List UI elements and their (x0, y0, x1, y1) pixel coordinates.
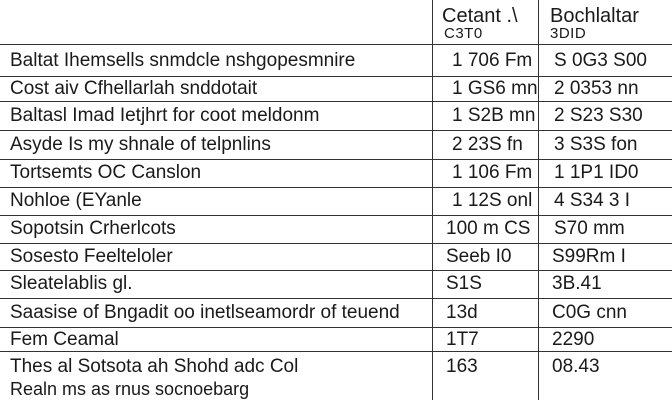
row-value-1: 2 23S fn (452, 134, 523, 155)
column-divider-1 (432, 0, 433, 400)
row-divider (0, 215, 672, 216)
column-header-3-title: Bochlaltar (550, 5, 639, 27)
row-value-2: 1 1P1 ID0 (554, 162, 639, 183)
row-value-2: S 0G3 S00 (554, 50, 647, 71)
row-label: Nohloe (EYanle (10, 190, 142, 211)
row-value-1: 1 106 Fm (452, 162, 533, 183)
row-label: Sosesto Feelteloler (10, 246, 173, 267)
row-label: Tortsemts OC Canslon (10, 162, 202, 183)
column-header-3-subtitle: 3DID (550, 25, 587, 42)
column-header-2-title: Cetant .\ (442, 5, 518, 27)
row-label-line-2: Realn ms as rnus socnoebarg (10, 379, 250, 399)
row-label: Cost aiv Cfhellarlah snddotait (10, 78, 258, 99)
row-divider (0, 130, 672, 131)
row-divider (0, 270, 672, 271)
row-label: Saasise of Bngadit oo inetlseamordr of teuend (10, 302, 400, 323)
row-divider (0, 159, 672, 160)
column-header-2-subtitle: C3T0 (444, 25, 483, 42)
row-divider (0, 187, 672, 188)
row-value-1: 1 GS6 mn (452, 78, 538, 99)
row-value-2: S70 mm (554, 218, 625, 239)
row-divider (0, 298, 672, 299)
row-label: Fem Ceamal (10, 329, 119, 350)
row-value-2: 2290 (552, 329, 595, 350)
row-value-1: 1 706 Fm (452, 50, 533, 71)
row-value-1: 13d (446, 302, 478, 323)
row-divider (0, 243, 672, 244)
row-value-2: 2 0353 nn (554, 78, 639, 99)
row-label-line-1: Thes al Sotsota ah Shohd adc Col (10, 356, 299, 377)
row-label: Baltasl Imad Ietjhrt for coot meldonm (10, 105, 320, 126)
row-divider (0, 101, 672, 102)
row-value-2: 4 S34 3 I (554, 190, 631, 211)
row-value-2: 3 S3S fon (554, 134, 638, 155)
row-value-1: S1S (446, 273, 482, 294)
row-value-1: 1 S2B mn (452, 105, 536, 126)
row-value-2: S99Rm I (552, 246, 626, 267)
row-label: Baltat Ihemsells snmdcle nshgopesmnire (10, 50, 356, 71)
column-divider-2 (538, 0, 539, 400)
row-value-1: 1T7 (446, 329, 479, 350)
row-label: Sopotsin Crherlcots (10, 218, 176, 239)
row-value-2: 08.43 (552, 356, 600, 377)
row-value-1: 1 12S onl (452, 190, 533, 211)
row-label: Sleatelablis gl. (10, 273, 133, 294)
row-value-2: 3B.41 (552, 273, 602, 294)
row-value-2: 2 S23 S30 (554, 105, 643, 126)
row-value-2: C0G cnn (552, 302, 627, 323)
row-value-1: 100 m CS (446, 218, 531, 239)
row-value-1: Seeb I0 (446, 246, 512, 267)
row-value-1: 163 (446, 356, 478, 377)
row-label: Asyde Is my shnale of telpnlins (10, 134, 271, 155)
